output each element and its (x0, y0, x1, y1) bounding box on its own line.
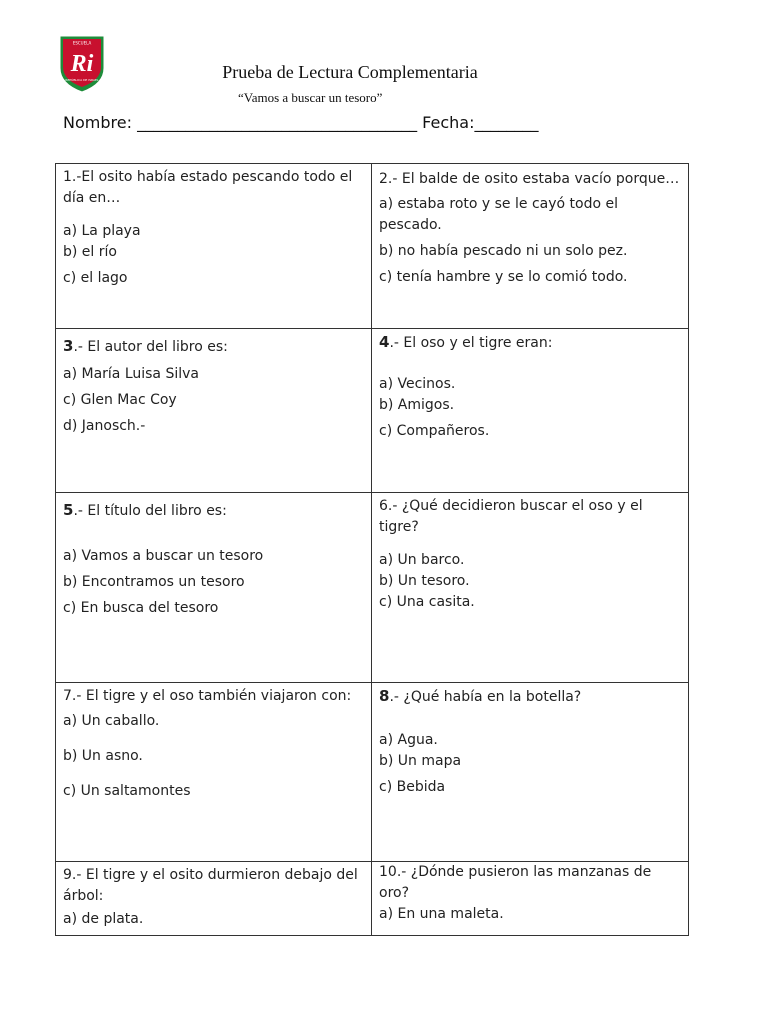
question-text: 5.- El título del libro es: (63, 501, 227, 519)
questions-table (55, 163, 689, 936)
answer-option: c) Un saltamontes (63, 783, 191, 799)
table-row (56, 493, 689, 683)
logo-top-text: ESCUELA (72, 40, 92, 46)
answer-option: c) Bebida (379, 779, 446, 795)
question-cell-7 (56, 683, 372, 862)
answer-option: b) no había pescado ni un solo pez. (379, 243, 628, 259)
logo-bottom-text: REPÚBLICA DE ISRAEL (65, 78, 99, 82)
question-number: 7. (63, 688, 77, 704)
name-blank: ___________________________________ (137, 113, 418, 132)
answer-option: a) La playa (63, 223, 141, 239)
answer-option: a) María Luisa Silva (63, 366, 199, 382)
answer-option: b) Un tesoro. (379, 573, 470, 589)
document-subtitle: “Vamos a buscar un tesoro” (238, 90, 383, 105)
answer-option: a) Vamos a buscar un tesoro (63, 548, 264, 564)
name-label: Nombre: (63, 113, 132, 132)
question-number: 1. (63, 169, 77, 185)
table-row (56, 683, 689, 862)
answer-option: b) Un asno. (63, 748, 143, 764)
document-title: Prueba de Lectura Complementaria (222, 62, 478, 82)
date-label: Fecha: (422, 113, 475, 132)
question-number: 3 (63, 337, 74, 355)
question-number: 8 (379, 687, 390, 705)
question-number: 5 (63, 501, 74, 519)
answer-option: b) el río (63, 244, 117, 260)
answer-option: c) el lago (63, 270, 128, 286)
question-text: 10.- ¿Dónde pusieron las manzanas de oro? (379, 864, 652, 901)
question-text: 9.- El tigre y el osito durmieron debajo del árbol: (63, 867, 358, 904)
question-cell-10 (372, 862, 689, 936)
answer-option: a) Un caballo. (63, 713, 160, 729)
logo-monogram: Ri (70, 51, 94, 77)
question-cell-9 (56, 862, 372, 936)
question-text: 4.- El oso y el tigre eran: (379, 333, 553, 351)
question-text: 3.- El autor del libro es: (63, 337, 228, 355)
question-number: 6. (379, 498, 393, 514)
answer-option: a) estaba roto y se le cayó todo el pescado. (379, 196, 618, 233)
answer-option: d) Janosch.- (63, 418, 146, 434)
question-text: 2.- El balde de osito estaba vacío porque… (379, 171, 680, 187)
question-number: 9. (63, 867, 77, 883)
question-cell-2 (372, 164, 689, 329)
date-blank: ________ (474, 113, 539, 132)
answer-option: c) Una casita. (379, 594, 475, 610)
answer-option: a) Vecinos. (379, 376, 456, 392)
question-cell-8 (372, 683, 689, 862)
answer-option: a) Agua. (379, 732, 438, 748)
answer-option: c) En busca del tesoro (63, 600, 219, 616)
question-text: 1.-El osito había estado pescando todo el día en… (63, 169, 353, 206)
question-text: 6.- ¿Qué decidieron buscar el oso y el tigre? (379, 498, 643, 535)
table-row (56, 329, 689, 493)
answer-option: b) Un mapa (379, 753, 462, 769)
name-date-line (63, 113, 538, 132)
question-number: 10. (379, 864, 402, 880)
question-cell-5 (56, 493, 372, 683)
answer-option: a) de plata. (63, 911, 144, 927)
table-row (56, 862, 689, 936)
answer-option: c) Compañeros. (379, 423, 490, 439)
question-cell-4 (372, 329, 689, 493)
question-text: 8.- ¿Qué había en la botella? (379, 687, 582, 705)
question-text: 7.- El tigre y el oso también viajaron con: (63, 688, 352, 704)
table-row (56, 164, 689, 329)
answer-option: c) tenía hambre y se lo comió todo. (379, 269, 628, 285)
question-number: 2. (379, 171, 393, 187)
question-cell-1 (56, 164, 372, 329)
question-number: 4 (379, 333, 390, 351)
question-cell-3 (56, 329, 372, 493)
answer-option: c) Glen Mac Coy (63, 392, 177, 408)
question-cell-6 (372, 493, 689, 683)
answer-option: b) Amigos. (379, 397, 455, 413)
answer-option: a) Un barco. (379, 552, 465, 568)
answer-option: a) En una maleta. (379, 906, 504, 922)
answer-option: b) Encontramos un tesoro (63, 574, 245, 590)
